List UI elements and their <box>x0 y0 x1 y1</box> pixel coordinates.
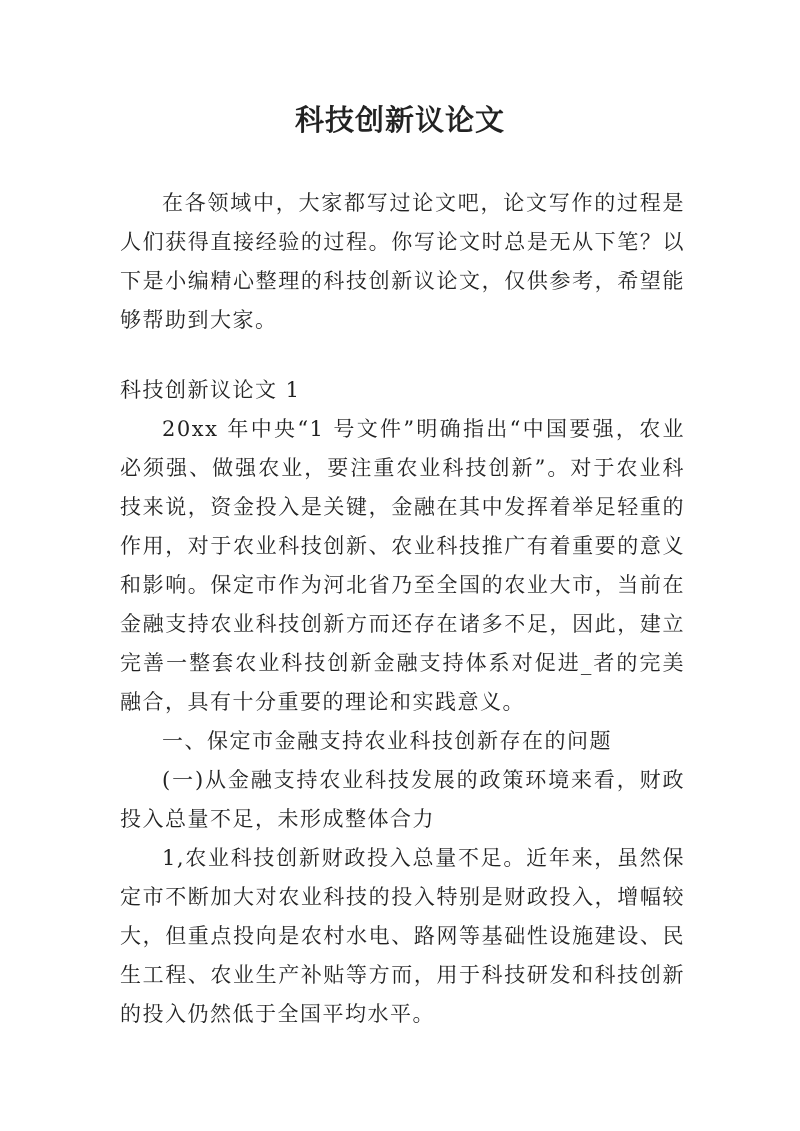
intro-block <box>120 184 685 340</box>
body-paragraph: 20xx 年中央“1 号文件”明确指出“中国要强，农业必须强、做强农业，要注重农业科技创新”。对于农业科技来说，资金投入是关键，金融在其中发挥着举足轻重的作用，对于农业科技创新、农业科技推广有着重要的意义和影响。保定市作为河北省乃至全国的农业大市，当前在金融支持农业科技创新方而还存在诸多不足，因此，建立完善一整套农业科技创新金融支持体系对促进_者的完美融合，具有十分重要的理论和实践意义。 <box>120 417 685 714</box>
section-heading: 科技创新议论文 1 <box>120 378 301 402</box>
section-block <box>120 371 685 1034</box>
sub-subsection-heading: (一)从金融支持农业科技发展的政策环境来看，财政投入总量不足，未形成整体合力 <box>120 768 685 831</box>
body-paragraph: 1,农业科技创新财政投入总量不足。近年来，虽然保定市不断加大对农业科技的投入特别是财政投入，增幅较大，但重点投向是农村水电、路网等基础性设施建设、民生工程、农业生产补贴等方而，用于科技研发和科技创新的投入仍然低于全国平均水平。 <box>120 846 685 1026</box>
subsection-heading: 一、保定市金融支持农业科技创新存在的问题 <box>162 729 612 753</box>
document-title: 科技创新议论文 <box>294 103 505 137</box>
intro-paragraph: 在各领域中，大家都写过论文吧，论文写作的过程是人们获得直接经验的过程。你写论文时总是无从下笔？以下是小编精心整理的科技创新议论文，仅供参考，希望能够帮助到大家。 <box>120 191 685 332</box>
